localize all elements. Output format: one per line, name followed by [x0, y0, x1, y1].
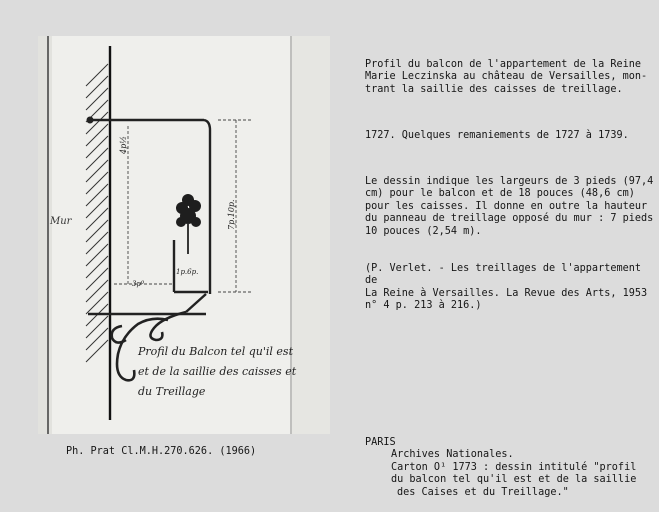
source-carton-line: des Caises et du Treillage." [397, 486, 569, 498]
source-city: PARIS [365, 437, 396, 448]
source-archive: Archives Nationales. [391, 449, 514, 461]
caption-title-line: Profil du balcon de l'appartement de la Reine [365, 58, 642, 70]
handwritten-title-line: Profil du Balcon tel qu'il est [138, 345, 293, 358]
caption-title-line: Marie Leczinska au château de Versailles, mon- [365, 71, 648, 83]
source-carton-line: Carton O¹ 1773 : dessin intitulé "profil [391, 461, 637, 473]
balcony-width-label: 3pº [132, 280, 145, 288]
handwritten-title-line: et de la saillie des caisses et [138, 365, 297, 378]
photo-credit: Ph. Prat Cl.M.H.270.626. (1966) [66, 446, 257, 457]
panel-height-label: 7p.10p. [227, 199, 236, 230]
wall-label: Mur [50, 216, 72, 227]
caption-description-line: du panneau de treillage opposé du mur : 7 pieds [365, 213, 654, 225]
caption-description [365, 176, 657, 238]
caption-reference [365, 263, 657, 313]
handwritten-title [138, 342, 296, 402]
caption-description-line: cm) pour le balcon et de 18 pouces (48,6 cm) [365, 188, 635, 200]
handwritten-title-line: du Treillage [138, 385, 206, 398]
caption-title-line: trant la saillie des caisses de treillage. [365, 83, 623, 95]
caption-reference-line: (P. Verlet. - Les treillages de l'appartement de [365, 262, 648, 287]
catalog-caption [365, 34, 657, 325]
caption-date: 1727. Quelques remaniements de 1727 à 1739. [365, 129, 629, 141]
caisse-width-label: 1p.6p. [176, 268, 199, 276]
caption-description-line: pour les caisses. Il donne en outre la hauteur [365, 200, 648, 212]
archive-source [365, 437, 657, 499]
balcony-height-label: 4p½ [119, 136, 128, 154]
archival-drawing-photo [38, 36, 330, 434]
caption-description-line: Le dessin indique les largeurs de 3 pieds (97,4 [365, 176, 654, 188]
caption-description-line: 10 pouces (2,54 m). [365, 225, 482, 237]
caption-title [365, 59, 657, 96]
caption-reference-line: n° 4 p. 213 à 216.) [365, 300, 482, 312]
caption-reference-line: La Reine à Versailles. La Revue des Arts, 1953 [365, 287, 648, 299]
source-carton-line: du balcon tel qu'il est et de la saillie [391, 474, 637, 486]
